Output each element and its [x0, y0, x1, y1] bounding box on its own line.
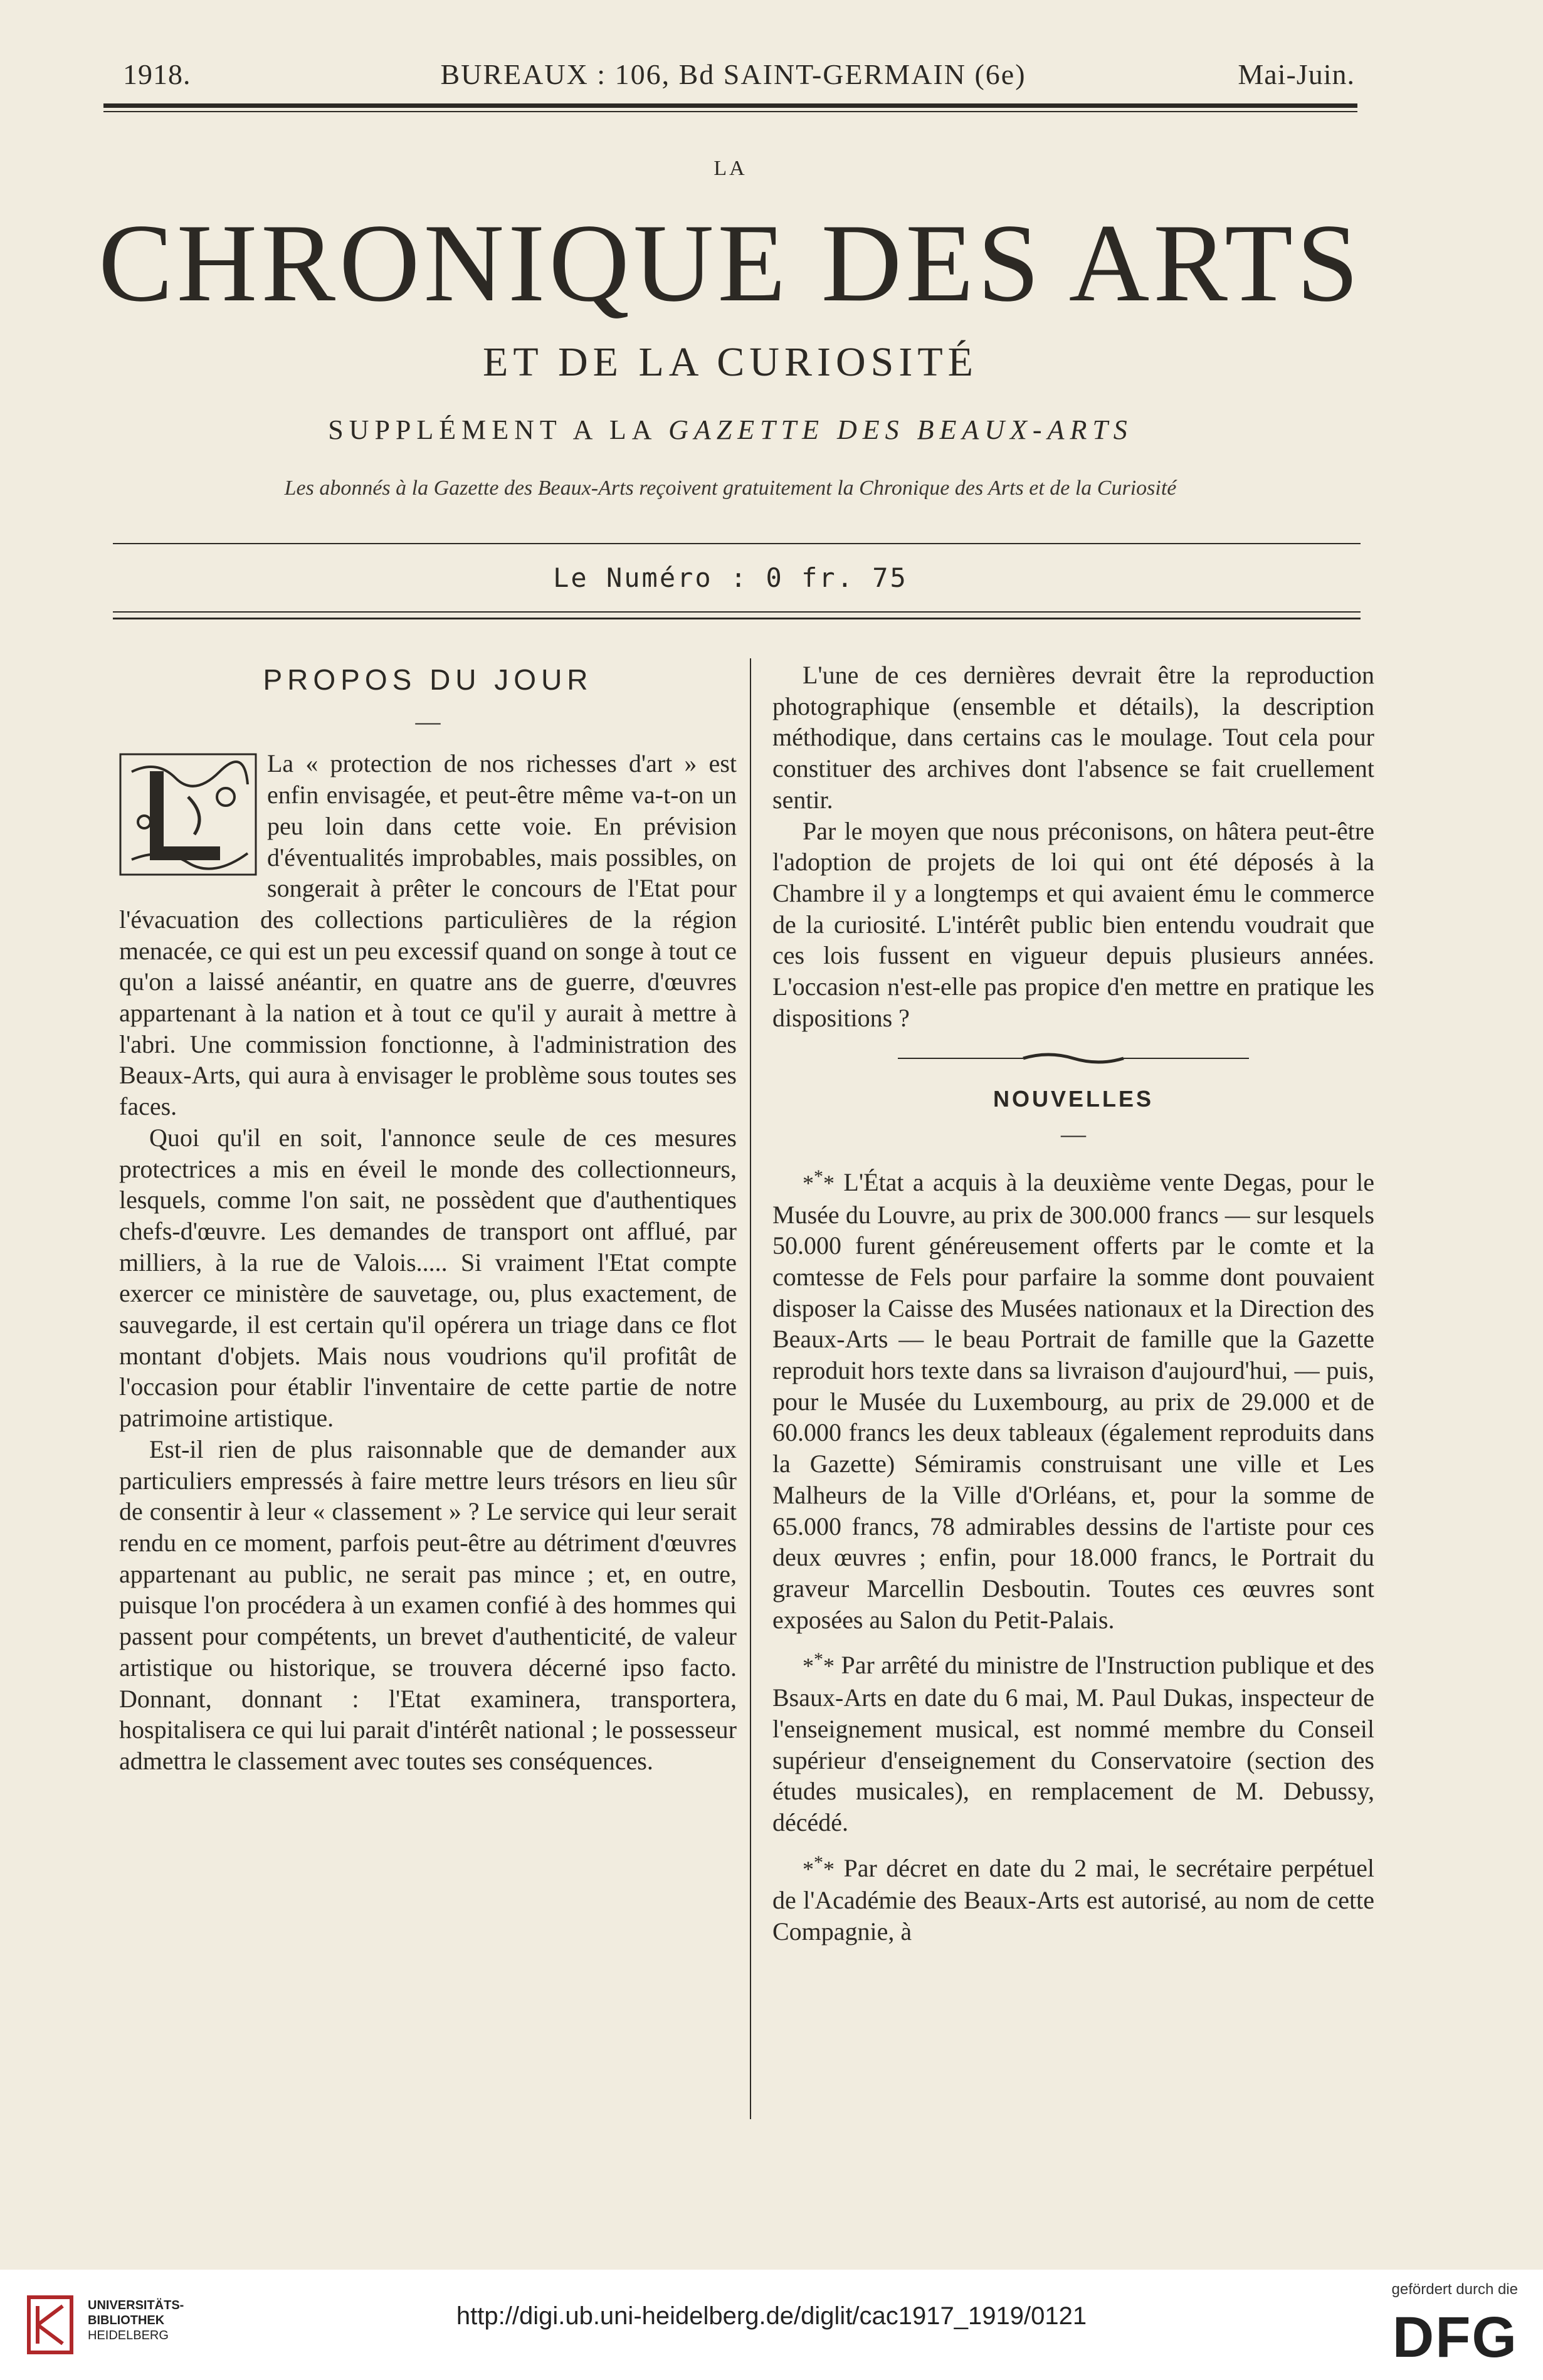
asterism-icon: *** [803, 1851, 835, 1882]
section-heading-nouvelles: NOUVELLES [993, 1086, 1154, 1112]
left-column [119, 665, 737, 1777]
header-rule-thin [103, 111, 1357, 112]
column-divider [750, 658, 751, 2119]
heading-dash: — [1061, 1120, 1086, 1149]
ornamental-dropcap-icon [119, 753, 257, 876]
masthead-subtitle: ET DE LA CURIOSITÉ [483, 339, 978, 385]
news-item [772, 1847, 1374, 1947]
news-text: Par arrêté du ministre de l'Instruction publique et des Bsaux-Arts en date du 6 mai, M. Paul Dukas, inspecteur de l'enseignement musical, est nommé membre du Conseil supérieur d'enseignement du Conservatoire (section des études musicales), en remplacement de M. Debussy, décédé. [772, 1651, 1374, 1836]
masthead-article: LA [714, 157, 747, 180]
funded-by-label: gefördert durch die [1391, 2281, 1518, 2298]
library-name: UNIVERSITÄTS- BIBLIOTHEK HEIDELBERG [88, 2298, 184, 2342]
permalink-url[interactable]: http://digi.ub.uni-heidelberg.de/diglit/cac1917_1919/0121 [456, 2302, 1087, 2330]
header-rule-thick [103, 103, 1357, 108]
subscribers-note: Les abonnés à la Gazette des Beaux-Arts reçoivent gratuitement la Chronique des Arts et de la Curiosité [284, 477, 1177, 500]
running-header [112, 58, 1355, 95]
issue-price: Le Numéro : 0 fr. 75 [553, 562, 908, 593]
section-heading-propos: PROPOS DU JOUR [263, 663, 593, 696]
price-rule-bottom-1 [113, 611, 1361, 613]
paragraph-text: La « protection de nos richesses d'art » est enfin envisagée, et peut-être même va-t-on un peu loin dans cette voie. En prévision d'éventualités improbables, mais possibles, on songerait à prêter le concours de l'Etat pour l'évacuation des collections particulières de la région menacée, ce qui est un peu excessif quand on songe à tout ce qu'on a laissé anéantir, en quatre ans de guerre, d'œuvres appartenant à la nation et à tout ce qu'il y aurait à mettre à l'abri. Une commission fonctionne, à l'administration des Beaux-Arts, qui aura à envisager le problème sous toutes ses faces. [119, 749, 737, 1121]
dfg-logo: DFG [1392, 2305, 1518, 2369]
paragraph: L'une de ces dernières devrait être la reproduction photographique (ensemble et détails), la description méthodique, dans certains cas le moulage. Tout cela pour constituer des archives dont l'absence se fait cruellement sentir. [772, 661, 1374, 814]
masthead-supplement [0, 414, 1461, 446]
masthead-title: CHRONIQUE DES ARTS [98, 201, 1362, 325]
price-rule-bottom-2 [113, 618, 1361, 619]
supplement-prefix: SUPPLÉMENT A LA [328, 414, 656, 445]
heading-dash: — [415, 707, 441, 735]
supplement-title: GAZETTE DES BEAUX-ARTS [668, 414, 1133, 445]
header-year: 1918. [123, 58, 191, 90]
right-column [772, 660, 1374, 1947]
asterism-icon: *** [803, 1649, 835, 1679]
price-rule-top [113, 543, 1361, 544]
header-issue-date: Mai-Juin. [1238, 58, 1355, 90]
ornamental-divider-icon [772, 1040, 1374, 1077]
news-item [772, 1644, 1374, 1838]
paragraph: Est-il rien de plus raisonnable que de demander aux particuliers empressés à faire mettre leurs trésors en lieu sûr de consentir à leur « classement » ? Le service qui leur serait rendu en ce moment, parfois peut-être au détriment d'œuvres appartenant au public, ne serait pas mince ; et, en outre, puisque l'on procédera à un examen confié à des hommes qui passent pour compétents, un brevet d'authenticité, de valeur artistique ou historique, se trouvera décerné ipso facto. Donnant, donnant : l'Etat examinera, transportera, hospitalisera ce qui lui parait d'intérêt national ; le possesseur admettra le classement avec toutes ses conséquences. [119, 1435, 737, 1775]
paragraph: Quoi qu'il en soit, l'annonce seule de ces mesures protectrices a mis en éveil le monde des collectionneurs, lesquels, comme l'on sait, ne possèdent que d'authentiques chefs-d'œuvre. Les demandes de transport ont afflué, par milliers, à la rue de Valois..... Si vraiment l'Etat compte exercer ce ministère de sauvetage, ou, plus exactement, de sauvegarde, il est certain qu'il opérera un triage dans ce flot montant d'objets. Mais nous voudrions qu'il profitât de l'occasion pour établir l'inventaire de cette partie de notre patrimoine artistique. [119, 1123, 737, 1433]
news-text: L'État a acquis à la deuxième vente Degas, pour le Musée du Louvre, au prix de 300.000 francs — sur lesquels 50.000 furent généreusement offerts par le comte et la comtesse de Fels pour parfaire la somme dont pouvaient disposer la Caisse des Musées nationaux et la Direction des Beaux-Arts — le beau Portrait de famille que la Gazette reproduit hors texte dans sa livraison d'aujourd'hui, — puis, pour le Musée du Luxembourg, au prix de 29.000 et de 60.000 francs les deux tableaux (également reproduits dans la Gazette) Sémiramis construisant une ville et Les Malheurs de la Ville d'Orléans, et, pour la somme de 65.000 francs, 78 admirables dessins de l'artiste pour ces deux œuvres ; enfin, pour 18.000 francs, le Portrait du graveur Marcellin Desboutin. Toutes ces œuvres sont exposées au Salon du Petit-Palais. [772, 1167, 1375, 1634]
header-address: BUREAUX : 106, Bd SAINT-GERMAIN (6e) [440, 58, 1026, 90]
asterism-icon: *** [803, 1166, 835, 1196]
digitization-footer [0, 2270, 1543, 2380]
news-text: Par décret en date du 2 mai, le secrétaire perpétuel de l'Académie des Beaux-Arts est autorisé, au nom de cette Compagnie, à [772, 1853, 1375, 1946]
paragraph: Par le moyen que nous préconisons, on hâtera peut-être l'adoption de projets de loi qui ont été déposés à la Chambre il y a longtemps et qui avaient ému le commerce de la curiosité. L'intérêt public bien entendu voudrait que ces lois fussent en vigueur depuis plusieurs années. L'occasion n'est-elle pas propice d'en mettre en pratique les dispositions ? [772, 816, 1374, 1032]
paragraph [119, 748, 737, 1122]
news-item [772, 1161, 1374, 1636]
